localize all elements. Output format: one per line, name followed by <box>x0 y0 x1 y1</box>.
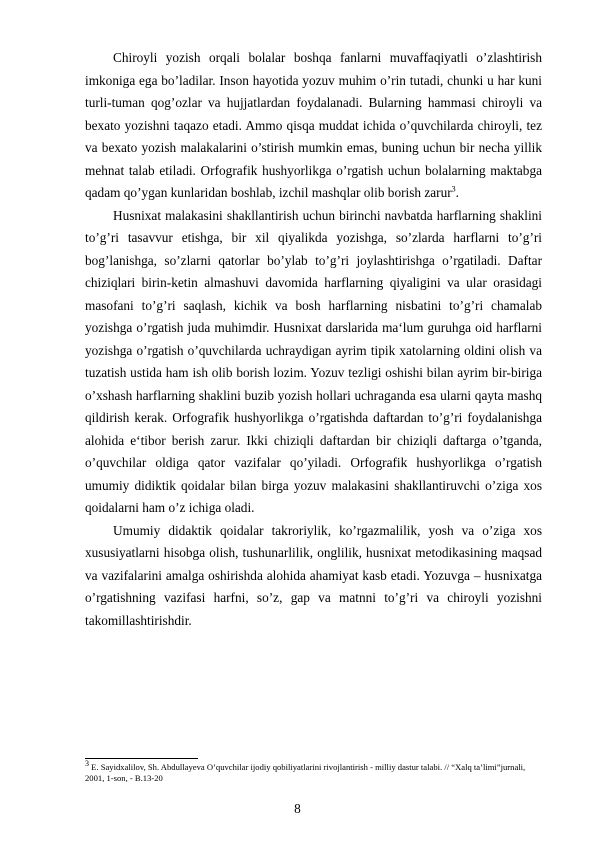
footnote-marker: 3 <box>85 759 89 769</box>
footnote <box>85 759 542 784</box>
footnote-divider <box>85 758 198 759</box>
paragraph-1 <box>85 47 542 205</box>
paragraph-3: Umumiy didaktik qoidalar takroriylik, ko’rgazmalilik, yosh va o’ziga xos xususiyatlarni hisobga olish, tushunarlilik, onglilik, husnixat metodikasining maqsad va vazifalarini amalga oshirishda alohida ahamiyat kasb etadi. Yozuvga – husnixatga o’rgatishning vazifasi harfni, so’z, gap va matnni to’g’ri va chiroyli yozishni takomillashtirishdir. <box>85 522 542 628</box>
paragraph-2: Husnixat malakasini shakllantirish uchun birinchi navbatda harflarning shaklini to’g’ri tasavvur etishga, bir xil qiyalikda yozishga, so’zlarda harflarni to’g’ri bog’lanishga, so’zlarni qatorlar bo’ylab to’g’ri joylashtirishga o’rgatiladi. Daftar chiziqlari birin-ketin almashuvi davomida harflarning qiyaligini va ular orasidagi masofani to’g’ri saqlash, kichik va bosh harflarning nisbatini to’g’ri chamalab yozishga o’rgatish juda muhimdir. Husnixat darslarida ma‘lum guruhga oid harflarni yozishga o’rgatish o’quvchilarda uchraydigan ayrim tipik xatolarning oldini olish va tuzatish ustida ham ish olib borish lozim. Yozuv tezligi oshishi bilan ayrim bir-biriga o’xshash harflarning shaklini buzib yozish hollari uchraganda esa ularni qayta mashq qildirish kerak. Orfografik hushyorlikga o’rgatishda daftardan to’g’ri foydalanishga alohida e‘tibor berish zarur. Ikki chiziqli daftardan bir chiziqli daftarga o’tganda, o’quvchilar oldiga qator vazifalar qo’yiladi. Orfografik hushyorlikga o’rgatish umumiy didiktik qoidalar bilan birga yozuv malakasini shakllantiruvchi o’ziga xos qoidalarni ham o’z ichiga oladi. <box>85 207 542 515</box>
paragraph-1-text: Chiroyli yozish orqali bolalar boshqa fanlarni muvaffaqiyatli o’zlashtirish imkoniga ega bo’ladilar. Inson hayotida yozuv muhim o’rin tutadi, chunki u har kuni turli-tuman qog’ozlar va hujjatlardan foydalanadi. Bularning hammasi chiroyli va bexato yozishni taqazo etadi. Ammo qisqa muddat ichida o’quvchilarda chiroyli, tez va bexato yozish malakalarini o’stirish mumkin emas, buning uchun bir necha yillik mehnat talab etiladi. Orfografik hushyorlikga o’rgatish uchun bolalarning maktabga qadam qo’ygan kunlaridan boshlab, izchil mashqlar olib borish zarur <box>85 50 542 200</box>
document-body <box>85 47 542 632</box>
footnote-reference[interactable]: 3 <box>451 184 456 194</box>
page-number: 8 <box>294 801 301 816</box>
footnote-text: E. Sayidxalilov, Sh. Abdullayeva O’quvchilar ijodiy qobiliyatlarini rivojlantirish - milliy dastur talabi. // “Xalq ta’limi”jurnali, 2001, 1-son, - B.13-20 <box>85 762 526 783</box>
paragraph-1-end: . <box>455 185 459 200</box>
